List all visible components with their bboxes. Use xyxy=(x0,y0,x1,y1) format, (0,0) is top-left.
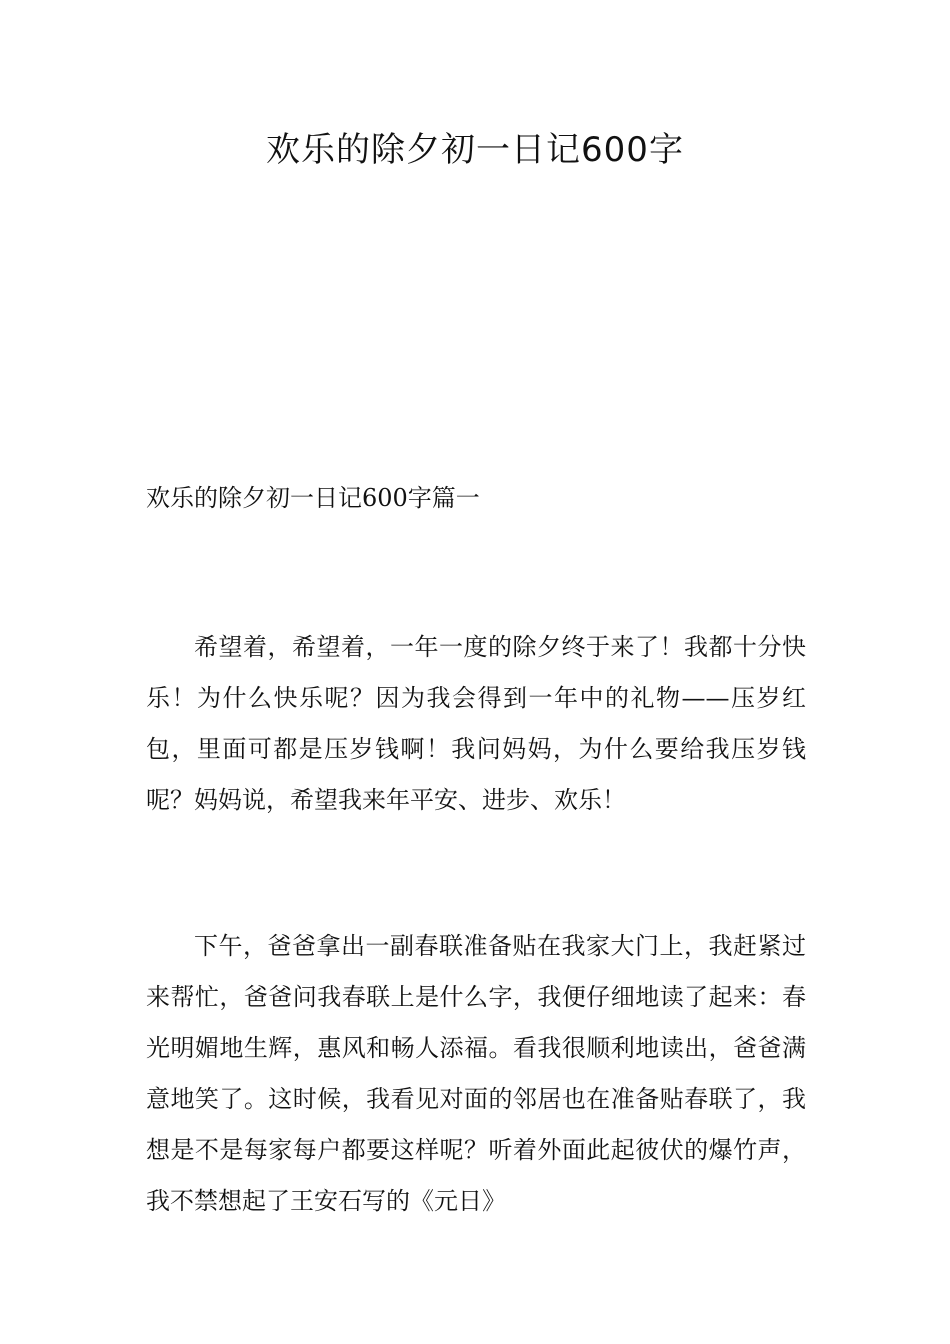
body-paragraph-1: 希望着，希望着，一年一度的除夕终于来了！我都十分快乐！为什么快乐呢？因为我会得到一年中的礼物——压岁红包，里面可都是压岁钱啊！我问妈妈，为什么要给我压岁钱呢？妈妈说，希望我来年平安、进步、欢乐！ xyxy=(146,633,806,814)
document-title: 欢乐的除夕初一日记600字 xyxy=(266,130,684,170)
section-heading: 欢乐的除夕初一日记600字篇一 xyxy=(146,484,480,512)
body-paragraph-2: 下午，爸爸拿出一副春联准备贴在我家大门上，我赶紧过来帮忙，爸爸问我春联上是什么字，我便仔细地读了起来：春光明媚地生辉，惠风和畅人添福。看我很顺利地读出，爸爸满意地笑了。这时候，我看见对面的邻居也在准备贴春联了，我想是不是每家每户都要这样呢？听着外面此起彼伏的爆竹声，我不禁想起了王安石写的《元日》 xyxy=(146,932,806,1215)
